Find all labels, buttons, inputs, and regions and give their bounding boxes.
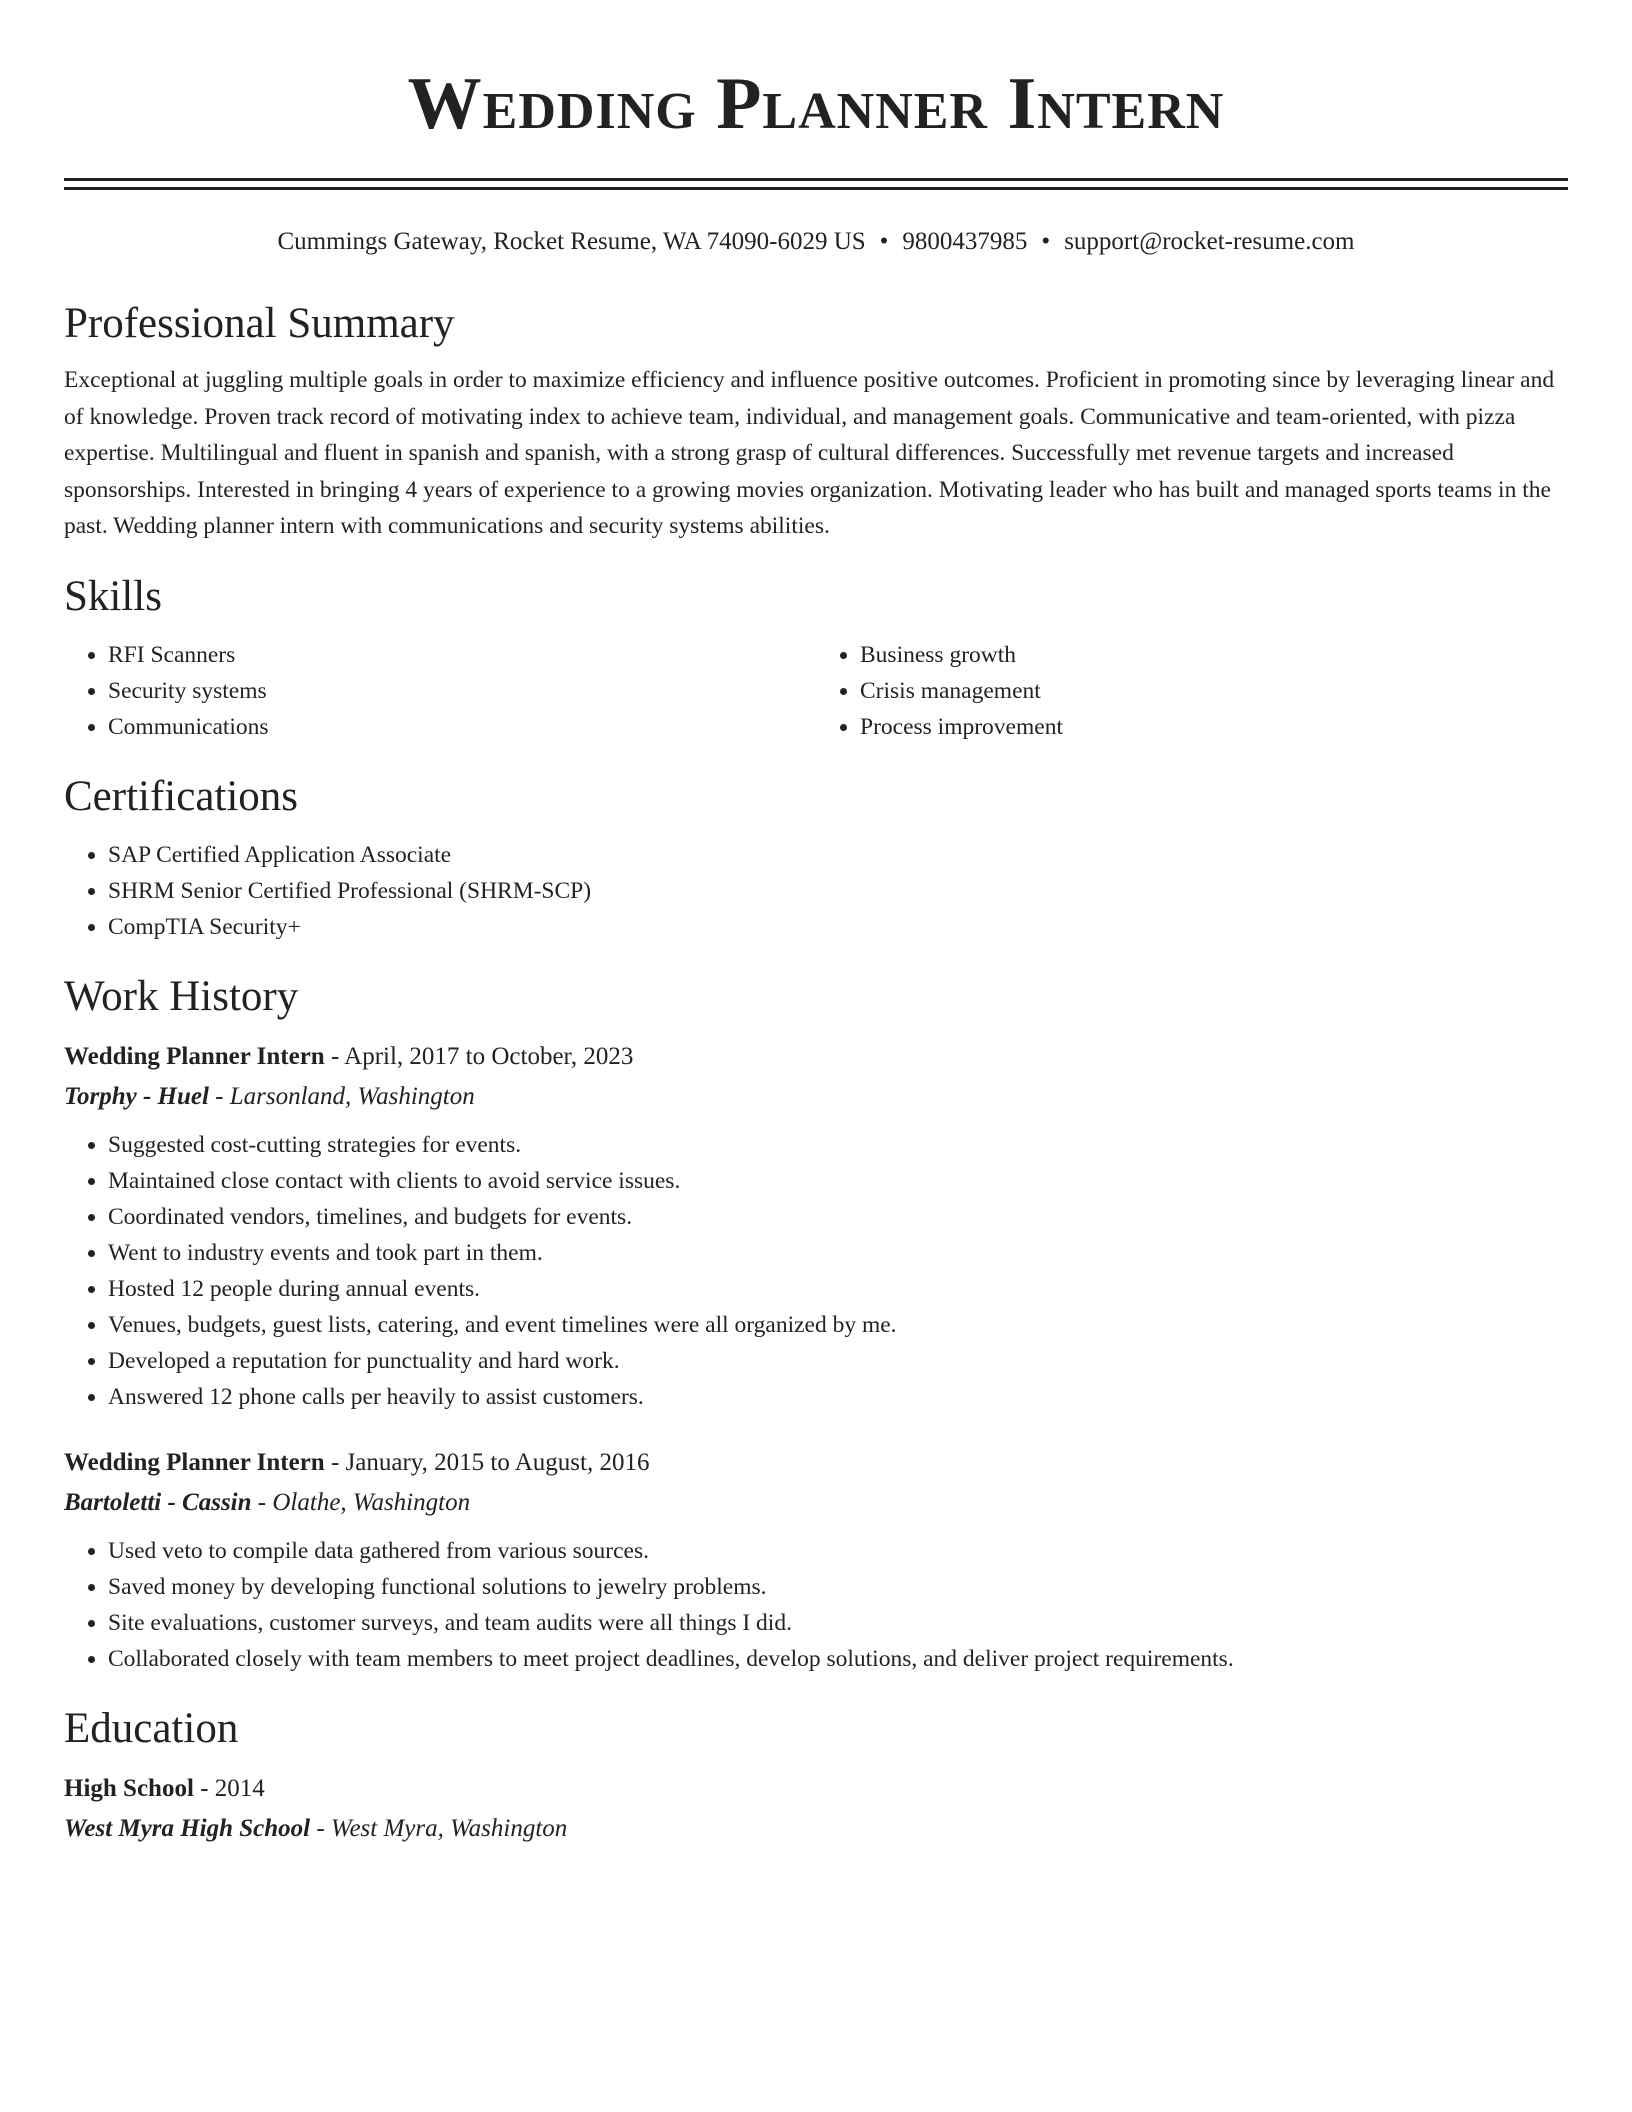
job-bullet: • Maintained close contact with clients to avoid service issues. [108, 1163, 1568, 1199]
contact-address: Cummings Gateway, Rocket Resume, WA 74090-6029 US [277, 228, 866, 255]
skills-section [64, 571, 1568, 745]
skills-list-right [816, 637, 1568, 745]
work-history-section [64, 971, 1568, 1677]
header-rule-top [64, 178, 1568, 181]
job-bullet: • Site evaluations, customer surveys, and team audits were all things I did. [108, 1605, 1568, 1641]
certification-item: • CompTIA Security+ [108, 909, 1568, 945]
education-heading: Education [64, 1704, 239, 1752]
job-bullet: • Saved money by developing functional solutions to jewelry problems. [108, 1569, 1568, 1605]
summary-heading: Professional Summary [64, 300, 455, 347]
certifications-section [64, 771, 1568, 945]
job-bullet: • Developed a reputation for punctuality and hard work. [108, 1343, 1568, 1379]
job-header [64, 1443, 1568, 1483]
job-bullet: • Hosted 12 people during annual events. [108, 1271, 1568, 1307]
contact-email: support@rocket-resume.com [1064, 228, 1355, 255]
skill-item: • Communications [108, 709, 816, 745]
job-bullet: • Used veto to compile data gathered from various sources. [108, 1533, 1568, 1569]
skill-item: • Crisis management [860, 673, 1568, 709]
job-bullet: • Went to industry events and took part in them. [108, 1235, 1568, 1271]
job-bullets [64, 1533, 1568, 1677]
education-location: - West Myra, Washington [316, 1814, 568, 1842]
job-bullet: • Suggested cost-cutting strategies for events. [108, 1127, 1568, 1163]
skills-list-left [64, 637, 816, 745]
contact-separator: • [879, 228, 889, 255]
education-section [64, 1703, 1568, 1849]
job-company-line [64, 1077, 1568, 1117]
education-year: - 2014 [200, 1774, 265, 1802]
education-degree: High School [64, 1774, 194, 1802]
job-role: Wedding Planner Intern [64, 1042, 325, 1070]
job-company: Torphy - Huel [64, 1082, 209, 1110]
education-degree-line [64, 1769, 1568, 1809]
skills-grid [64, 623, 1568, 745]
job-role: Wedding Planner Intern [64, 1448, 325, 1476]
certification-item: • SHRM Senior Certified Professional (SHRM-SCP) [108, 873, 1568, 909]
skill-item: • Business growth [860, 637, 1568, 673]
skill-item: • Process improvement [860, 709, 1568, 745]
header-rule-bottom [64, 187, 1568, 190]
job-bullets [64, 1127, 1568, 1415]
summary-text: Exceptional at juggling multiple goals in order to maximize efficiency and influence positive outcomes. Proficient in promoting since by leveraging linear and of knowledge. Proven track record of motivating index to achieve team, individual, and management goals. Communicative and team-oriented, with pizza expertise. Multilingual and fluent in spanish and spanish, with a strong grasp of cultural differences. Successfully met revenue targets and increased sponsorships. Interested in bringing 4 years of experience to a growing movies organization. Motivating leader who has built and managed sports teams in the past. Wedding planner intern with communications and security systems abilities. [64, 367, 1555, 539]
job-entry [64, 1037, 1568, 1415]
education-school: West Myra High School [64, 1814, 311, 1842]
certifications-heading: Certifications [64, 772, 299, 820]
job-bullet: • Answered 12 phone calls per heavily to assist customers. [108, 1379, 1568, 1415]
contact-phone: 9800437985 [902, 228, 1028, 255]
job-bullet: • Coordinated vendors, timelines, and budgets for events. [108, 1199, 1568, 1235]
job-bullet: • Collaborated closely with team members to meet project deadlines, develop solutions, and deliver project requirements. [108, 1641, 1568, 1677]
work-history-heading: Work History [64, 972, 299, 1020]
job-dates: - April, 2017 to October, 2023 [330, 1042, 634, 1070]
skills-heading: Skills [64, 572, 162, 620]
job-location: - Olathe, Washington [257, 1488, 471, 1516]
skill-item: • Security systems [108, 673, 816, 709]
job-company-line [64, 1483, 1568, 1523]
certifications-list [64, 837, 1568, 945]
job-dates: - January, 2015 to August, 2016 [330, 1448, 650, 1476]
certification-item: • SAP Certified Application Associate [108, 837, 1568, 873]
job-company: Bartoletti - Cassin [64, 1488, 252, 1516]
education-school-line [64, 1809, 1568, 1849]
job-entry [64, 1443, 1568, 1677]
skill-item: • RFI Scanners [108, 637, 816, 673]
job-header [64, 1037, 1568, 1077]
job-bullet: • Venues, budgets, guest lists, catering, and event timelines were all organized by me. [108, 1307, 1568, 1343]
contact-separator: • [1041, 228, 1051, 255]
job-location: - Larsonland, Washington [215, 1082, 475, 1110]
candidate-name: Wedding Planner Intern [407, 63, 1225, 145]
contact-line [64, 226, 1568, 258]
